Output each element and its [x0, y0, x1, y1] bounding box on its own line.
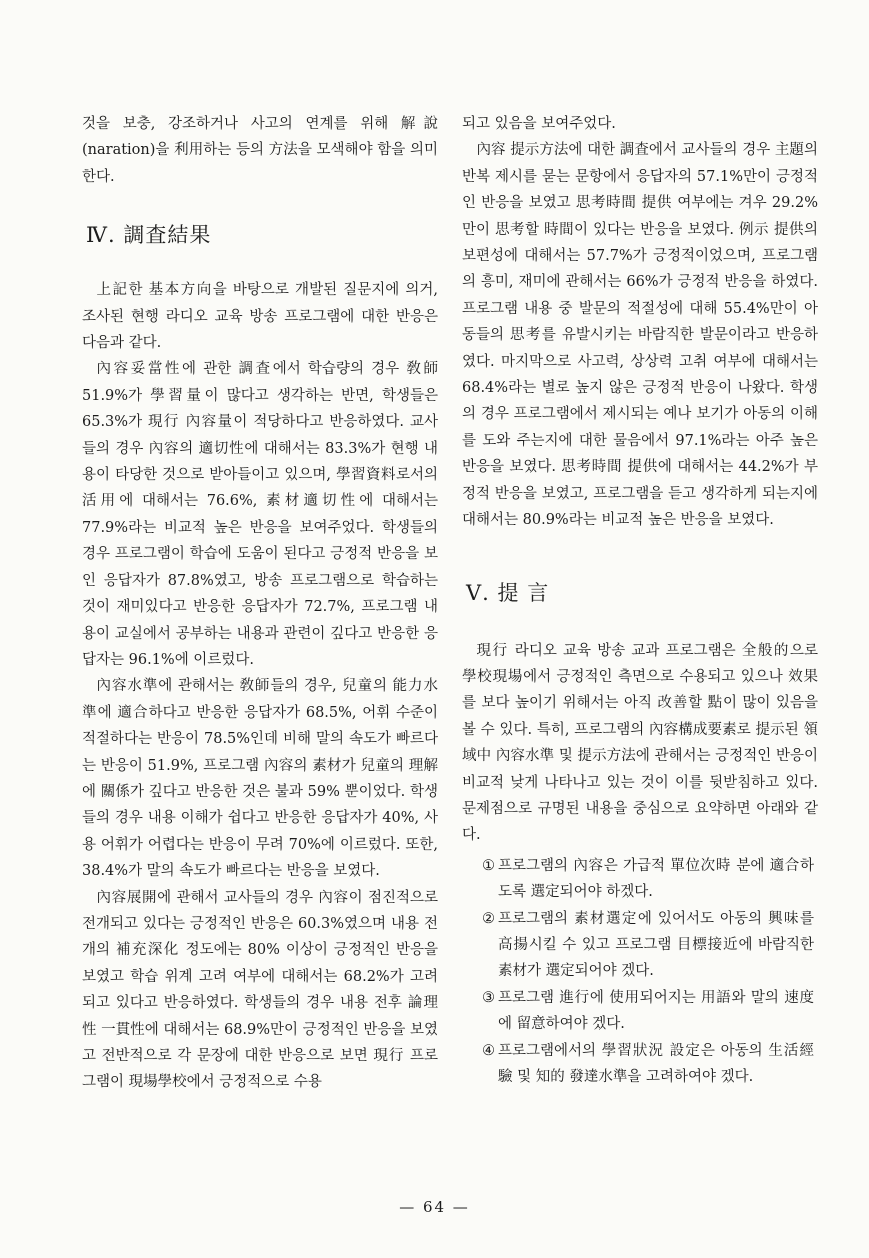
- item-number: ④: [482, 1042, 495, 1059]
- paragraph: 上記한 基本方向을 바탕으로 개발된 질문지에 의거, 조사된 현행 라디오 교육 방송 프로그램에 대한 반응은 다음과 같다.: [82, 282, 438, 352]
- list-item: [462, 985, 818, 1038]
- item-text: 프로그램 進行에 使用되어지는 用語와 말의 速度에 留意하여야 겠다.: [498, 989, 814, 1033]
- paragraph: 것을 보충, 강조하거나 사고의 연계를 위해 解說(naration)을 利用하는 등의 方法을 모색해야 함을 의미한다.: [82, 116, 438, 185]
- item-number: ①: [482, 857, 495, 874]
- item-text: 프로그램의 素材選定에 있어서도 아동의 興味를 高揚시킬 수 있고 프로그램 目標接近에 바람직한 素材가 選定되어야 겠다.: [498, 910, 814, 980]
- paragraph: 內容展開에 관해서 교사들의 경우 內容이 점진적으로 전개되고 있다는 긍정적인 반응은 60.3%였으며 내용 전개의 補充深化 정도에는 80% 이상이 긍정적인 반응을 보였고 학습 위계 고려 여부에 대해서는 68.2%가 고려되고 있다고 반응하였다. 학생들의 경우 내용 전후 論理性 一貫性에 대해서는 68.9%만이 긍정적인 반응을 보였고 전반적으로 각 문장에 대한 반응으로 보면 現行 프로그램이 現場學校에서 긍정적으로 수용: [82, 889, 438, 1091]
- paragraph: 內容妥當性에 관한 調査에서 학습량의 경우 敎師 51.9%가 學習量이 많다고 생각하는 반면, 학생들은 65.3%가 現行 內容量이 적당하다고 반응하였다. 교사들의 경우 內容의 適切性에 대해서는 83.3%가 현행 내용이 타당한 것으로 받아들이고 있으며, 學習資料로서의 活用에 대해서는 76.6%, 素材適切性에 대해서는 77.9%라는 비교적 높은 반응을 보여주었다. 학생들의 경우 프로그램이 학습에 도움이 된다고 긍정적 반응을 보인 응답자가 87.8%였고, 방송 프로그램으로 학습하는 것이 재미있다고 반응한 응답자가 72.7%, 프로그램 내용이 교실에서 공부하는 내용과 관련이 깊다고 반응한 응답자는 96.1%에 이르렀다.: [82, 361, 438, 668]
- item-text: 프로그램의 內容은 가급적 單位次時 분에 適合하도록 選定되어야 하겠다.: [498, 857, 814, 901]
- paragraph: 內容水準에 관해서는 敎師들의 경우, 兒童의 能力水準에 適合하다고 반응한 응답자가 68.5%, 어휘 수준이 적절하다는 반응이 78.5%인데 비해 말의 속도가 빠르다는 반응이 51.9%, 프로그램 內容의 素材가 兒童의 理解에 關係가 깊다고 반응한 것은 불과 59% 뿐이었다. 학생들의 경우 내용 이해가 쉽다고 반응한 응답자가 40%, 사용 어휘가 어렵다는 반응이 무려 70%에 이르렀다. 또한, 38.4%가 말의 속도가 빠르다는 반응을 보였다.: [82, 678, 438, 880]
- left-column: [82, 111, 438, 1096]
- item-number: ②: [482, 910, 495, 927]
- list-item: [462, 1038, 818, 1091]
- paragraph: 內容 提示方法에 대한 調査에서 교사들의 경우 主題의 반복 제시를 묻는 문항에서 응답자의 57.1%만이 긍정적인 반응을 보였고 思考時間 提供 여부에는 겨우 29.2%만이 思考할 時間이 있다는 반응을 보였다. 例示 提供의 보편성에 대해서는 57.7%가 긍정적이었으며, 프로그램의 흥미, 재미에 관해서는 66%가 긍정적 반응을 하였다. 프로그램 내용 중 발문의 적절성에 대해 55.4%만이 아동들의 思考를 유발시키는 바람직한 발문이라고 반응하였다. 마지막으로 사고력, 상상력 고취 여부에 대해서는 68.4%라는 별로 높지 않은 긍정적 반응이 나왔다. 학생의 경우 프로그램에서 제시되는 예나 보기가 아동의 이해를 도와 주는지에 대한 물음에서 97.1%라는 아주 높은 반응을 보였다. 思考時間 提供에 대해서는 44.2%가 부정적 반응을 보였고, 프로그램을 듣고 생각하게 되는지에 대해서는 80.9%라는 비교적 높은 반응을 보였다.: [462, 142, 818, 529]
- section-heading-proposals: Ⅴ. 提 言: [466, 580, 550, 605]
- item-text: 프로그램에서의 學習狀況 設定은 아동의 生活經驗 및 知的 發達水準을 고려하여야 겠다.: [498, 1042, 814, 1085]
- proposal-list: [462, 853, 818, 1091]
- item-number: ③: [482, 989, 495, 1006]
- paragraph: 現行 라디오 교육 방송 교과 프로그램은 全般的으로 學校現場에서 긍정적인 측면으로 수용되고 있으나 效果를 보다 높이기 위해서는 아직 改善할 點이 많이 있음을 볼 수 있다. 특히, 프로그램의 內容構成要素로 提示된 領域中 內容水準 및 提示方法에 관해서는 긍정적인 반응이 비교적 낮게 나타나고 있는 것이 이를 뒷받침하고 있다. 문제점으로 규명된 내용을 중심으로 요약하면 아래와 같다.: [462, 642, 818, 844]
- list-item: [462, 853, 818, 906]
- section-heading-results: Ⅳ. 調査結果: [86, 223, 212, 248]
- page-number: — 64 —: [399, 1198, 470, 1216]
- list-item: [462, 906, 818, 985]
- paragraph: 되고 있음을 보여주었다.: [462, 116, 616, 132]
- right-column: [462, 111, 818, 1090]
